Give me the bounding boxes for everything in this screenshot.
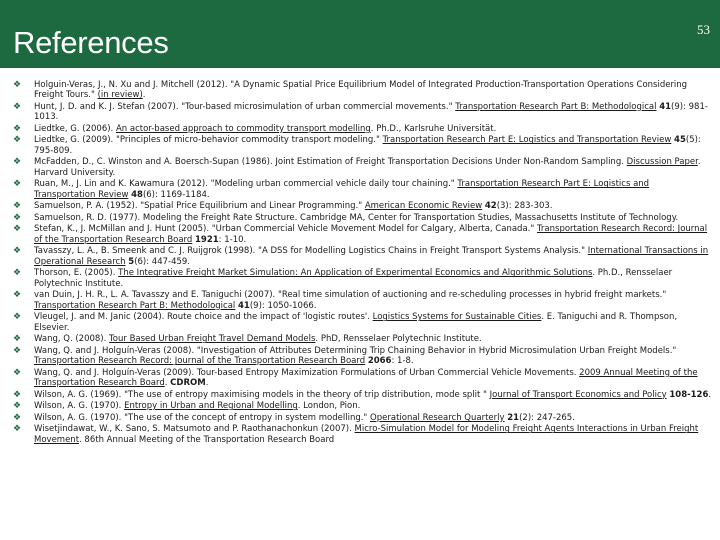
reference-text: Liedtke, G. (2009). "Principles of micro-behavior commodity transport modeling." — [34, 135, 383, 146]
diamond-bullet-icon: ❖ — [13, 224, 22, 235]
reference-item — [0, 290, 720, 311]
diamond-bullet-icon: ❖ — [13, 389, 22, 400]
reference-text: Hunt, J. D. and K. J. Stefan (2007). "Tour-based microsimulation of urban commercial movements." — [34, 101, 456, 112]
diamond-bullet-icon: ❖ — [13, 412, 22, 423]
reference-link: International Transactions in Operational Research — [34, 246, 709, 267]
reference-link: Transportation Research Part E: Logistics and Transportation Review — [34, 179, 650, 200]
reference-list — [0, 80, 720, 446]
reference-text: Wilson, A. G. (1970). "The use of the concept of entropy in system modelling." — [34, 412, 371, 423]
reference-text: . — [142, 90, 146, 101]
reference-text: Holguin-Veras, J., N. Xu and J. Mitchell (2012). "A Dynamic Spatial Price Equilibrium Model of Integrated Production-Transportation Operations Considering Freight Tours." — [34, 80, 688, 101]
reference-text: (6): 1169-1184. — [142, 189, 210, 200]
reference-text: Wisetjindawat, W., K. Sano, S. Matsumoto and P. Raothanachonkun (2007). — [34, 424, 355, 435]
reference-volume: 41 — [659, 101, 672, 112]
reference-item — [0, 135, 720, 156]
reference-link: Transportation Research Record: Journal of the Transportation Research Board — [34, 224, 708, 245]
reference-volume: 45 — [674, 135, 686, 146]
reference-text: Stefan, K., J. McMillan and J. Hunt (2005). "Urban Commercial Vehicle Movement Model for Calgary, Alberta, Canada." — [34, 224, 537, 235]
reference-link: 2009 Annual Meeting of the Transportation Research Board — [34, 367, 698, 389]
diamond-bullet-icon: ❖ — [13, 123, 22, 134]
diamond-bullet-icon: ❖ — [13, 268, 22, 279]
reference-text: : 1-10. — [218, 234, 247, 245]
slide-title: References — [13, 25, 169, 60]
reference-link: (in review) — [97, 90, 143, 101]
reference-item — [0, 401, 720, 411]
reference-link: Operational Research Quarterly — [370, 412, 505, 423]
reference-text: . London, Pion. — [297, 401, 361, 412]
reference-volume: CDROM — [170, 378, 206, 389]
reference-link: Transportation Research Part E: Logistics and Transportation Review — [382, 135, 672, 146]
reference-text: (3): 283-303. — [496, 201, 553, 212]
reference-item — [0, 246, 720, 267]
reference-text: Wilson, A. G. (1970). — [34, 401, 125, 412]
reference-link: Transportation Research Part B: Methodological — [455, 101, 657, 112]
reference-text: (6): 447-459. — [134, 256, 191, 267]
diamond-bullet-icon: ❖ — [13, 212, 22, 223]
reference-text: Wang, Q. and J. Holguín-Veras (2009). Tour-based Entropy Maximization Formulations of Urban Commercial Vehicle Movements. — [34, 367, 580, 378]
diamond-bullet-icon: ❖ — [13, 424, 22, 435]
diamond-bullet-icon: ❖ — [13, 367, 22, 378]
reference-text: Wang, Q. (2008). — [34, 334, 110, 345]
reference-link: The Integrative Freight Market Simulation: An Application of Experimental Economics and Algorithmic Solutions — [118, 268, 593, 279]
diamond-bullet-icon: ❖ — [13, 135, 22, 146]
diamond-bullet-icon: ❖ — [13, 401, 22, 412]
reference-text: Wilson, A. G. (1969). "The use of entropy maximising models in the theory of trip distribution, mode split " — [34, 389, 490, 400]
reference-text: (9): 1050-1066. — [249, 300, 317, 311]
reference-item — [0, 157, 720, 178]
reference-volume: 1921 — [195, 234, 219, 245]
reference-text: Wang, Q. and J. Holguín-Veras (2008). "Investigation of Attributes Determining Trip Chaining Behavior in Hybrid Microsimulation Urban Freight Models." — [34, 345, 677, 356]
reference-link: Discussion Paper — [626, 157, 698, 168]
reference-volume: 5 — [128, 256, 135, 267]
reference-text: . Ph.D., Karlsruhe Universität. — [370, 123, 497, 134]
reference-text: McFadden, D., C. Winston and A. Boersch-Supan (1986). Joint Estimation of Freight Transportation Decisions Under Non-Random Sampling. — [34, 157, 627, 168]
reference-text: (9): 981-1013. — [34, 101, 708, 123]
reference-link: Journal of Transport Economics and Policy — [489, 389, 667, 400]
reference-text: Vleugel, J. and M. Janic (2004). Route choice and the impact of 'logistic routes'. — [34, 312, 373, 323]
reference-volume: 41 — [238, 300, 250, 311]
reference-link: Transportation Research Part B: Methodological — [34, 300, 236, 311]
reference-text: Thorson, E. (2005). — [34, 268, 119, 279]
reference-link: An actor-based approach to commodity transport modelling — [115, 123, 371, 134]
reference-item — [0, 124, 720, 134]
reference-item — [0, 201, 720, 211]
reference-text: (2): 247-265. — [519, 412, 575, 423]
reference-text: van Duin, J. H. R., L. A. Tavasszy and E. Taniguchi (2007). "Real time simulation of auctioning and re-scheduling processes in hybrid freight markets." — [34, 290, 667, 301]
reference-item — [0, 102, 720, 123]
diamond-bullet-icon: ❖ — [13, 345, 22, 356]
reference-item — [0, 368, 720, 389]
page-number: 53 — [697, 22, 710, 37]
reference-text: Samuelson, R. D. (1977). Modeling the Freight Rate Structure. Cambridge MA, Center for Transportation Studies, Massachusetts Institute of Technology. — [34, 212, 679, 223]
reference-link: Micro-Simulation Model for Modeling Freight Agents Interactions in Urban Freight Movement — [34, 424, 699, 445]
reference-text: . Ph.D., Rensselaer Polytechnic Institute. — [34, 268, 673, 289]
diamond-bullet-icon: ❖ — [13, 80, 22, 90]
reference-text: : 1-8. — [391, 356, 414, 367]
diamond-bullet-icon: ❖ — [13, 201, 22, 212]
reference-item — [0, 312, 720, 333]
reference-text: . — [164, 378, 171, 389]
reference-item — [0, 268, 720, 289]
reference-item — [0, 346, 720, 367]
reference-item — [0, 80, 720, 101]
reference-text: Ruan, M., J. Lin and K. Kawamura (2012). "Modeling urban commercial vehicle daily tour chaining." — [34, 179, 458, 190]
reference-volume: 108-126 — [669, 389, 709, 400]
reference-volume: 2066 — [367, 356, 392, 367]
reference-volume: 48 — [131, 189, 143, 200]
reference-item — [0, 390, 720, 400]
reference-text: . 86th Annual Meeting of the Transportation Research Board — [79, 434, 335, 445]
reference-text: Tavasszy, L. A., B. Smeenk and C. J. Ruijgrok (1998). "A DSS for Modelling Logistics Chains in Freight Transport Systems Analysis." — [34, 246, 588, 257]
reference-volume: 42 — [484, 201, 497, 212]
reference-text: (5): 795-809. — [34, 135, 701, 156]
reference-text: . — [205, 378, 209, 389]
reference-text: Liedtke, G. (2006). — [34, 123, 116, 134]
reference-item — [0, 424, 720, 445]
reference-item — [0, 334, 720, 344]
title-bar — [0, 0, 720, 68]
diamond-bullet-icon: ❖ — [13, 246, 22, 257]
reference-item — [0, 413, 720, 423]
reference-volume: 21 — [507, 412, 520, 423]
diamond-bullet-icon: ❖ — [13, 157, 22, 168]
diamond-bullet-icon: ❖ — [13, 101, 22, 112]
reference-link: American Economic Review — [364, 201, 483, 212]
diamond-bullet-icon: ❖ — [13, 290, 22, 301]
reference-text: . E. Taniguchi and R. Thompson, Elsevier. — [34, 312, 678, 333]
reference-item — [0, 213, 720, 223]
diamond-bullet-icon: ❖ — [13, 334, 22, 345]
reference-link: Entropy in Urban and Regional Modelling — [124, 401, 298, 412]
reference-link: Logistics Systems for Sustainable Cities — [372, 312, 542, 323]
reference-text: . Harvard University. — [34, 157, 701, 178]
diamond-bullet-icon: ❖ — [13, 312, 22, 323]
reference-text: Samuelson, P. A. (1952). "Spatial Price Equilibrium and Linear Programming." — [34, 201, 365, 212]
reference-item — [0, 179, 720, 200]
reference-text: . — [708, 389, 712, 400]
reference-link: Tour Based Urban Freight Travel Demand Models — [109, 334, 316, 345]
diamond-bullet-icon: ❖ — [13, 179, 22, 190]
reference-link: Transportation Research Record: Journal of the Transportation Research Board — [34, 356, 366, 367]
reference-text: . PhD, Rensselaer Polytechnic Institute. — [315, 334, 482, 345]
reference-item — [0, 224, 720, 245]
